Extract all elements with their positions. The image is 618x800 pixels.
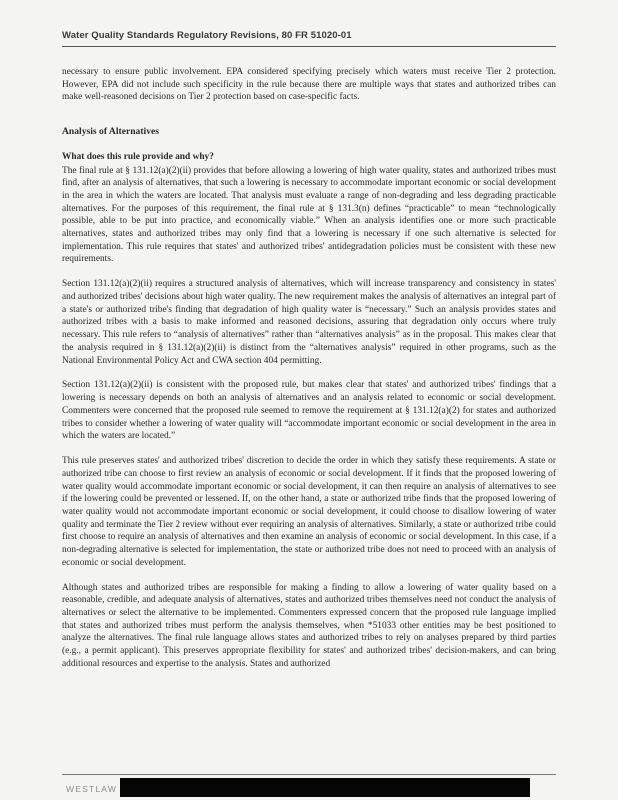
paragraph-intro: necessary to ensure public involvement. EPA considered specifying precisely which waters must receive Tier 2 protection. However, EPA did not include such specificity in the rule because there are multiple ways that states and authorized tribes can make well-reasoned decisions on Tier 2 protection based on case-specific facts. [62, 67, 556, 103]
document-body [62, 66, 556, 683]
paragraph-3: Section 131.12(a)(2)(ii) is consistent with the proposed rule, but makes clear that states' and authorized tribes' findings that a lowering is necessary depends on both an analysis of alternatives and an analysis related to economic or social development. Commenters were concerned that the proposed rule seemed to remove the requirement at § 131.12(a)(2) for states and authorized tribes to consider whether a lowering of water quality will “accommodate important economic or social development in the area in which the waters are located.” [62, 380, 556, 442]
running-header: Water Quality Standards Regulatory Revisions, 80 FR 51020-01 [62, 30, 352, 41]
paragraph-1: The final rule at § 131.12(a)(2)(ii) provides that before allowing a lowering of high water quality, states and authorized tribes must find, after an analysis of alternatives, that such a lowering is necessary to accommodate important economic or social development in the area in which the waters are located. That analysis must evaluate a range of non-degrading and less degrading practicable alternatives. For the purposes of this requirement, the final rule at § 131.3(n) defines “practicable” to mean “technologically possible, able to be put into practice, and economically viable.” When an analysis identifies one or more such practicable alternatives, states and authorized tribes may only find that a lowering is necessary if one such alternative is selected for implementation. This rule requires that states' and authorized tribes' antidegradation policies must be consistent with these new requirements. [62, 165, 556, 265]
footer-rule [62, 774, 556, 775]
redaction-bar [120, 778, 530, 797]
subheading: What does this rule provide and why? [62, 151, 214, 162]
westlaw-logo: WESTLAW [66, 784, 118, 794]
section-heading: Analysis of Alternatives [62, 126, 160, 138]
page-footer [62, 774, 556, 798]
paragraph-2: Section 131.12(a)(2)(ii) requires a structured analysis of alternatives, which will increase transparency and consistency in states' and authorized tribes' decisions about high water quality. The new requirement makes the analysis of alternatives an integral part of a state's or authorized tribe's finding that degradation of high quality water is “necessary.” Such an analysis provides states and authorized tribes with a basis to make informed and reasoned decisions, assuring that degradation only occurs where truly necessary. This rule refers to “analysis of alternatives” rather than “alternatives analysis” as in the proposal. This makes clear that the analysis required in § 131.12(a)(2)(ii) is distinct from the “alternatives analysis” required in other programs, such as the National Environmental Policy Act and CWA section 404 permitting. [62, 279, 556, 366]
paragraph-5: Although states and authorized tribes are responsible for making a finding to allow a lowering of water quality based on a reasonable, credible, and adequate analysis of alternatives, states and authorized tribes themselves need not conduct the analysis of alternatives or select the alternative to be implemented. Commenters expressed concern that the proposed rule language implied that states and authorized tribes must perform the analysis themselves, when *51033 other entities may be best positioned to analyze the alternatives. The final rule language allows states and authorized tribes to rely on analyses prepared by third parties (e.g., a permit applicant). This preserves appropriate flexibility for states' and authorized tribes' decision-makers, and can bring additional resources and expertise to the analysis. States and authorized [62, 582, 556, 669]
header-rule [62, 46, 556, 47]
paragraph-4: This rule preserves states' and authorized tribes' discretion to decide the order in which they satisfy these requirements. A state or authorized tribe can choose to first review an analysis of economic or social development. If it finds that the proposed lowering of water quality would accommodate important economic or social development, it can then require an analysis of alternatives to see if the lowering could be prevented or lessened. If, on the other hand, a state or authorized tribe finds that the proposed lowering of water quality would not accommodate important economic or social development, it could choose to disallow lowering of water quality and terminate the Tier 2 review without ever requiring an analysis of alternatives. Similarly, a state or authorized tribe could first choose to require an analysis of alternatives and then examine an analysis of economic or social development. In this case, if a non-degrading alternative is selected for implementation, the state or authorized tribe does not need to proceed with an analysis of economic or social development. [62, 456, 556, 568]
